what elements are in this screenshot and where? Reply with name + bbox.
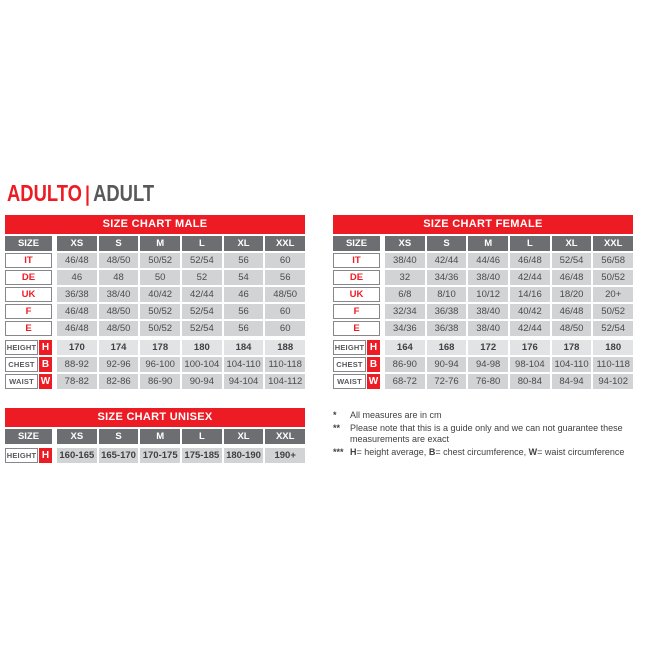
column-header-cell: XXL [265, 236, 305, 251]
value-cell: 50/52 [140, 304, 180, 319]
size-row [333, 304, 633, 319]
column-header-cell: XL [552, 236, 592, 251]
value-cell: 94-102 [593, 374, 633, 389]
value-cell: 104-110 [224, 357, 264, 372]
column-header-cell: L [182, 429, 222, 444]
value-cell: 86-90 [385, 357, 425, 372]
value-cell: 60 [265, 321, 305, 336]
column-header-cell: XL [224, 236, 264, 251]
measure-row [333, 374, 633, 389]
value-cell: 78-82 [57, 374, 97, 389]
value-cell: 50 [140, 270, 180, 285]
value-cell: 178 [552, 340, 592, 355]
value-cell: 48 [99, 270, 139, 285]
value-cell: 8/10 [427, 287, 467, 302]
row-label-cell: DE [5, 270, 52, 285]
value-cell: 178 [140, 340, 180, 355]
value-cell: 38/40 [468, 270, 508, 285]
measure-label-group [5, 374, 52, 389]
measure-label-cell: WAIST [5, 374, 38, 389]
row-label-cell: F [5, 304, 52, 319]
value-cell: 34/36 [427, 270, 467, 285]
value-cell: 36/38 [57, 287, 97, 302]
measure-row [333, 357, 633, 372]
value-cell: 40/42 [510, 304, 550, 319]
column-header-cell: XXL [593, 236, 633, 251]
measure-label-cell: CHEST [5, 357, 38, 372]
measure-label-group [5, 340, 52, 355]
row-label-cell: E [5, 321, 52, 336]
measure-badge: H [39, 448, 52, 463]
column-header-cell: M [140, 429, 180, 444]
size-row [333, 253, 633, 268]
value-cell: 96-100 [140, 357, 180, 372]
value-cell: 50/52 [593, 270, 633, 285]
footnote-text: H= height average, B= chest circumference, W= waist circumference [350, 446, 625, 457]
value-cell: 46/48 [552, 304, 592, 319]
value-cell: 176 [510, 340, 550, 355]
value-cell: 42/44 [510, 321, 550, 336]
column-header-cell: XL [224, 429, 264, 444]
column-header-cell: L [182, 236, 222, 251]
row-label-cell: IT [333, 253, 380, 268]
row-label-cell: UK [333, 287, 380, 302]
value-cell: 168 [427, 340, 467, 355]
value-cell: 190+ [265, 448, 305, 463]
footnote-text: All measures are in cm [350, 410, 442, 420]
value-cell: 52 [182, 270, 222, 285]
footnote [333, 447, 645, 459]
column-header-cell: S [99, 236, 139, 251]
value-cell: 32 [385, 270, 425, 285]
value-cell: 104-112 [265, 374, 305, 389]
size-row [333, 287, 633, 302]
size-chart-unisex-table [5, 408, 305, 465]
value-cell: 44/46 [468, 253, 508, 268]
value-cell: 92-96 [99, 357, 139, 372]
column-header-cell: XS [385, 236, 425, 251]
value-cell: 72-76 [427, 374, 467, 389]
value-cell: 175-185 [182, 448, 222, 463]
value-cell: 170-175 [140, 448, 180, 463]
measure-label-group [333, 374, 380, 389]
measure-badge: H [367, 340, 380, 355]
value-cell: 180 [182, 340, 222, 355]
value-cell: 160-165 [57, 448, 97, 463]
value-cell: 38/40 [468, 304, 508, 319]
value-cell: 84-94 [552, 374, 592, 389]
value-cell: 6/8 [385, 287, 425, 302]
value-cell: 56 [224, 321, 264, 336]
value-cell: 90-94 [182, 374, 222, 389]
column-header-cell: XXL [265, 429, 305, 444]
measure-row [333, 340, 633, 355]
measure-label-cell: HEIGHT [5, 340, 38, 355]
value-cell: 46/48 [57, 304, 97, 319]
value-cell: 48/50 [265, 287, 305, 302]
value-cell: 36/38 [427, 304, 467, 319]
table-header-row [5, 429, 305, 444]
measure-label-group [333, 340, 380, 355]
value-cell: 50/52 [140, 253, 180, 268]
value-cell: 94-104 [224, 374, 264, 389]
measure-badge: B [367, 357, 380, 372]
value-cell: 46/48 [57, 253, 97, 268]
size-row [5, 321, 305, 336]
size-header-cell: SIZE [333, 236, 380, 251]
value-cell: 174 [99, 340, 139, 355]
value-cell: 20+ [593, 287, 633, 302]
value-cell: 90-94 [427, 357, 467, 372]
value-cell: 52/54 [182, 321, 222, 336]
size-chart-female-table [333, 215, 633, 391]
footnote [333, 410, 645, 422]
measure-badge: H [39, 340, 52, 355]
page-title-primary: ADULTO [7, 180, 82, 206]
column-header-cell: L [510, 236, 550, 251]
size-chart-male-table [5, 215, 305, 391]
table-header-row [333, 236, 633, 251]
measure-label-cell: CHEST [333, 357, 366, 372]
value-cell: 56 [224, 304, 264, 319]
table-title: SIZE CHART FEMALE [333, 215, 633, 234]
value-cell: 50/52 [593, 304, 633, 319]
value-cell: 42/44 [510, 270, 550, 285]
value-cell: 100-104 [182, 357, 222, 372]
measure-badge: W [40, 376, 51, 387]
value-cell: 184 [224, 340, 264, 355]
measure-label-cell: WAIST [333, 374, 366, 389]
value-cell: 52/54 [593, 321, 633, 336]
size-row [5, 270, 305, 285]
value-cell: 46/48 [510, 253, 550, 268]
column-header-cell: XS [57, 236, 97, 251]
value-cell: 86-90 [140, 374, 180, 389]
value-cell: 50/52 [140, 321, 180, 336]
size-row [333, 321, 633, 336]
measure-row [5, 448, 305, 463]
value-cell: 180-190 [224, 448, 264, 463]
measure-label-cell: HEIGHT [5, 448, 38, 463]
size-row [5, 253, 305, 268]
value-cell: 82-86 [99, 374, 139, 389]
value-cell: 46 [224, 287, 264, 302]
row-label-cell: DE [333, 270, 380, 285]
value-cell: 60 [265, 304, 305, 319]
row-label-cell: F [333, 304, 380, 319]
value-cell: 10/12 [468, 287, 508, 302]
value-cell: 34/36 [385, 321, 425, 336]
size-row [333, 270, 633, 285]
measure-row [5, 340, 305, 355]
page-title [7, 181, 154, 207]
value-cell: 18/20 [552, 287, 592, 302]
value-cell: 38/40 [385, 253, 425, 268]
table-title: SIZE CHART UNISEX [5, 408, 305, 427]
value-cell: 98-104 [510, 357, 550, 372]
footnote-marker: ** [333, 422, 341, 433]
value-cell: 52/54 [552, 253, 592, 268]
value-cell: 42/44 [182, 287, 222, 302]
size-row [5, 304, 305, 319]
measure-label-group [5, 448, 52, 463]
footnote-marker: * [333, 410, 337, 420]
value-cell: 170 [57, 340, 97, 355]
measure-label-group [333, 357, 380, 372]
value-cell: 52/54 [182, 304, 222, 319]
value-cell: 38/40 [468, 321, 508, 336]
value-cell: 76-80 [468, 374, 508, 389]
value-cell: 164 [385, 340, 425, 355]
value-cell: 38/40 [99, 287, 139, 302]
size-header-cell: SIZE [5, 236, 52, 251]
column-header-cell: M [468, 236, 508, 251]
value-cell: 94-98 [468, 357, 508, 372]
value-cell: 165-170 [99, 448, 139, 463]
row-label-cell: IT [5, 253, 52, 268]
footnotes [333, 410, 645, 459]
value-cell: 88-92 [57, 357, 97, 372]
value-cell: 56/58 [593, 253, 633, 268]
size-row [5, 287, 305, 302]
measure-label-group [5, 357, 52, 372]
value-cell: 48/50 [99, 304, 139, 319]
value-cell: 172 [468, 340, 508, 355]
table-title: SIZE CHART MALE [5, 215, 305, 234]
value-cell: 42/44 [427, 253, 467, 268]
value-cell: 60 [265, 253, 305, 268]
value-cell: 110-118 [593, 357, 633, 372]
value-cell: 56 [265, 270, 305, 285]
value-cell: 56 [224, 253, 264, 268]
footnote-text: Please note that this is a guide only and we can not guarantee these measurements are exact [350, 422, 623, 444]
measure-label-cell: HEIGHT [333, 340, 366, 355]
value-cell: 54 [224, 270, 264, 285]
column-header-cell: XS [57, 429, 97, 444]
size-header-cell: SIZE [5, 429, 52, 444]
column-header-cell: M [140, 236, 180, 251]
value-cell: 52/54 [182, 253, 222, 268]
value-cell: 46/48 [552, 270, 592, 285]
column-header-cell: S [99, 429, 139, 444]
row-label-cell: E [333, 321, 380, 336]
measure-badge: W [368, 376, 379, 387]
value-cell: 46 [57, 270, 97, 285]
value-cell: 48/50 [99, 253, 139, 268]
value-cell: 14/16 [510, 287, 550, 302]
row-label-cell: UK [5, 287, 52, 302]
value-cell: 68-72 [385, 374, 425, 389]
measure-badge: B [39, 357, 52, 372]
column-header-cell: S [427, 236, 467, 251]
measure-row [5, 357, 305, 372]
value-cell: 36/38 [427, 321, 467, 336]
value-cell: 32/34 [385, 304, 425, 319]
value-cell: 40/42 [140, 287, 180, 302]
table-header-row [5, 236, 305, 251]
page-title-secondary: ADULT [93, 180, 155, 206]
footnote-marker: *** [333, 446, 344, 457]
value-cell: 180 [593, 340, 633, 355]
value-cell: 188 [265, 340, 305, 355]
value-cell: 104-110 [552, 357, 592, 372]
footnote [333, 423, 645, 446]
value-cell: 80-84 [510, 374, 550, 389]
page-title-separator: | [85, 183, 90, 206]
value-cell: 48/50 [99, 321, 139, 336]
value-cell: 48/50 [552, 321, 592, 336]
measure-row [5, 374, 305, 389]
value-cell: 46/48 [57, 321, 97, 336]
value-cell: 110-118 [265, 357, 305, 372]
